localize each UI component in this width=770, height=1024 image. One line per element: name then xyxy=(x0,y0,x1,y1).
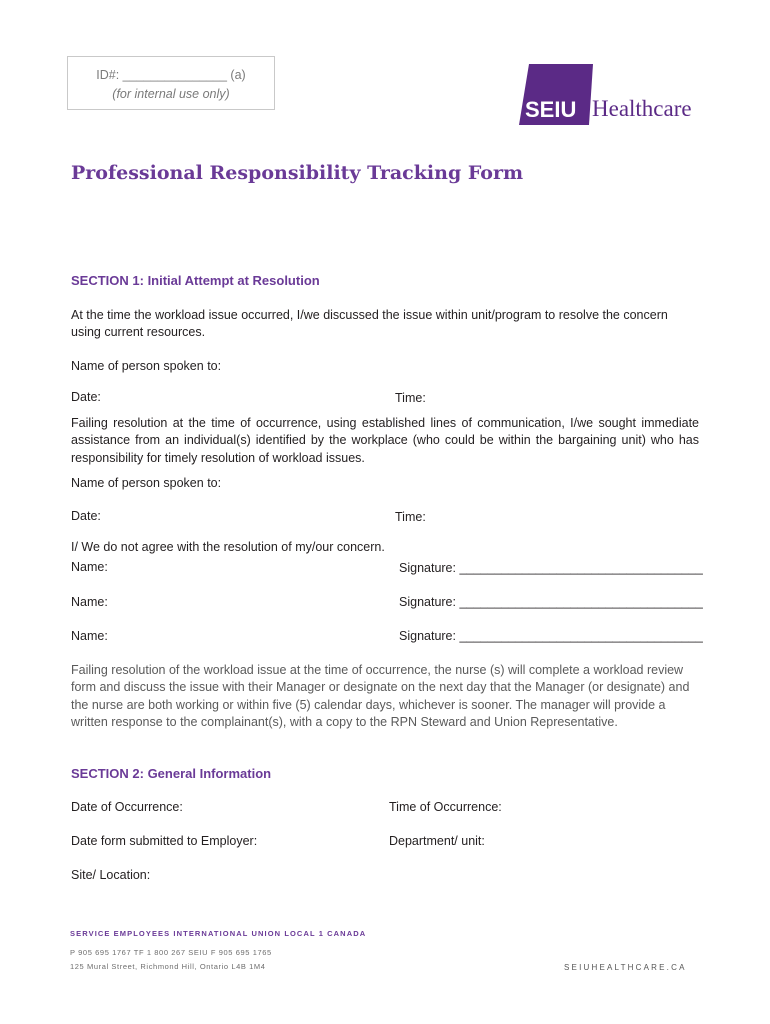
section1-escalation-text: Failing resolution at the time of occurrence, using established lines of communication, I/we sought immediate assistance from an individual(s) identified by the workplace (who could be within the bargaining unit) who has responsibility for timely resolution of workload issues. xyxy=(71,416,699,465)
date-label-2: Date: xyxy=(71,509,101,523)
footer-website: SEIUHEALTHCARE.CA xyxy=(564,963,687,972)
section1-intro: At the time the workload issue occurred, I/we discussed the issue within unit/program to resolve the concern using current resources. xyxy=(71,308,668,340)
department-unit-label: Department/ unit: xyxy=(389,834,485,848)
time-label-1: Time: xyxy=(395,391,426,405)
signature-line-row1: Signature: ___________________________________ xyxy=(399,561,703,575)
section1-followup-text: Failing resolution of the workload issue at the time of occurrence, the nurse (s) will complete a workload review form and discuss the issue with their Manager or designate on the next day that the Manager (or designate) and the nurse are both working or within five (5) calendar days, whichever is sooner. The manager will provide a written response to the complainant(s), with a copy to the RPN Steward and Union Representative. xyxy=(71,663,690,730)
date-of-occurrence-label: Date of Occurrence: xyxy=(71,800,183,814)
internal-id-box xyxy=(67,56,275,110)
signature-line-row2: Signature: ___________________________________ xyxy=(399,595,703,609)
signature-line-row3: Signature: ___________________________________ xyxy=(399,629,703,643)
page-title: Professional Responsibility Tracking Form xyxy=(71,162,524,184)
name-label-row2: Name: xyxy=(71,595,108,609)
internal-use-note: (for internal use only) xyxy=(112,87,230,101)
id-line: ID#: _______________ (a) xyxy=(96,68,246,82)
logo-graphic xyxy=(519,64,705,126)
seiu-healthcare-logo xyxy=(519,64,705,126)
footer-organization: SERVICE EMPLOYEES INTERNATIONAL UNION LOCAL 1 CANADA xyxy=(70,929,367,938)
date-submitted-label: Date form submitted to Employer: xyxy=(71,834,258,848)
section1-heading: SECTION 1: Initial Attempt at Resolution xyxy=(71,273,320,288)
footer-address: 125 Mural Street, Richmond Hill, Ontario L4B 1M4 xyxy=(70,962,266,971)
logo-word-text: Healthcare xyxy=(592,96,692,121)
section2-heading: SECTION 2: General Information xyxy=(71,766,272,781)
time-of-occurrence-label: Time of Occurrence: xyxy=(389,800,502,814)
name-label-row3: Name: xyxy=(71,629,108,643)
name-spoken-label-1: Name of person spoken to: xyxy=(71,359,222,373)
time-label-2: Time: xyxy=(395,510,426,524)
footer-phones: P 905 695 1767 TF 1 800 267 SEIU F 905 695 1765 xyxy=(70,948,272,957)
disagree-statement: I/ We do not agree with the resolution of my/our concern. xyxy=(71,540,385,554)
date-label-1: Date: xyxy=(71,390,101,404)
site-location-label: Site/ Location: xyxy=(71,868,151,882)
name-spoken-label-2: Name of person spoken to: xyxy=(71,476,222,490)
name-label-row1: Name: xyxy=(71,560,108,574)
logo-mark-text: SEIU xyxy=(525,97,577,122)
